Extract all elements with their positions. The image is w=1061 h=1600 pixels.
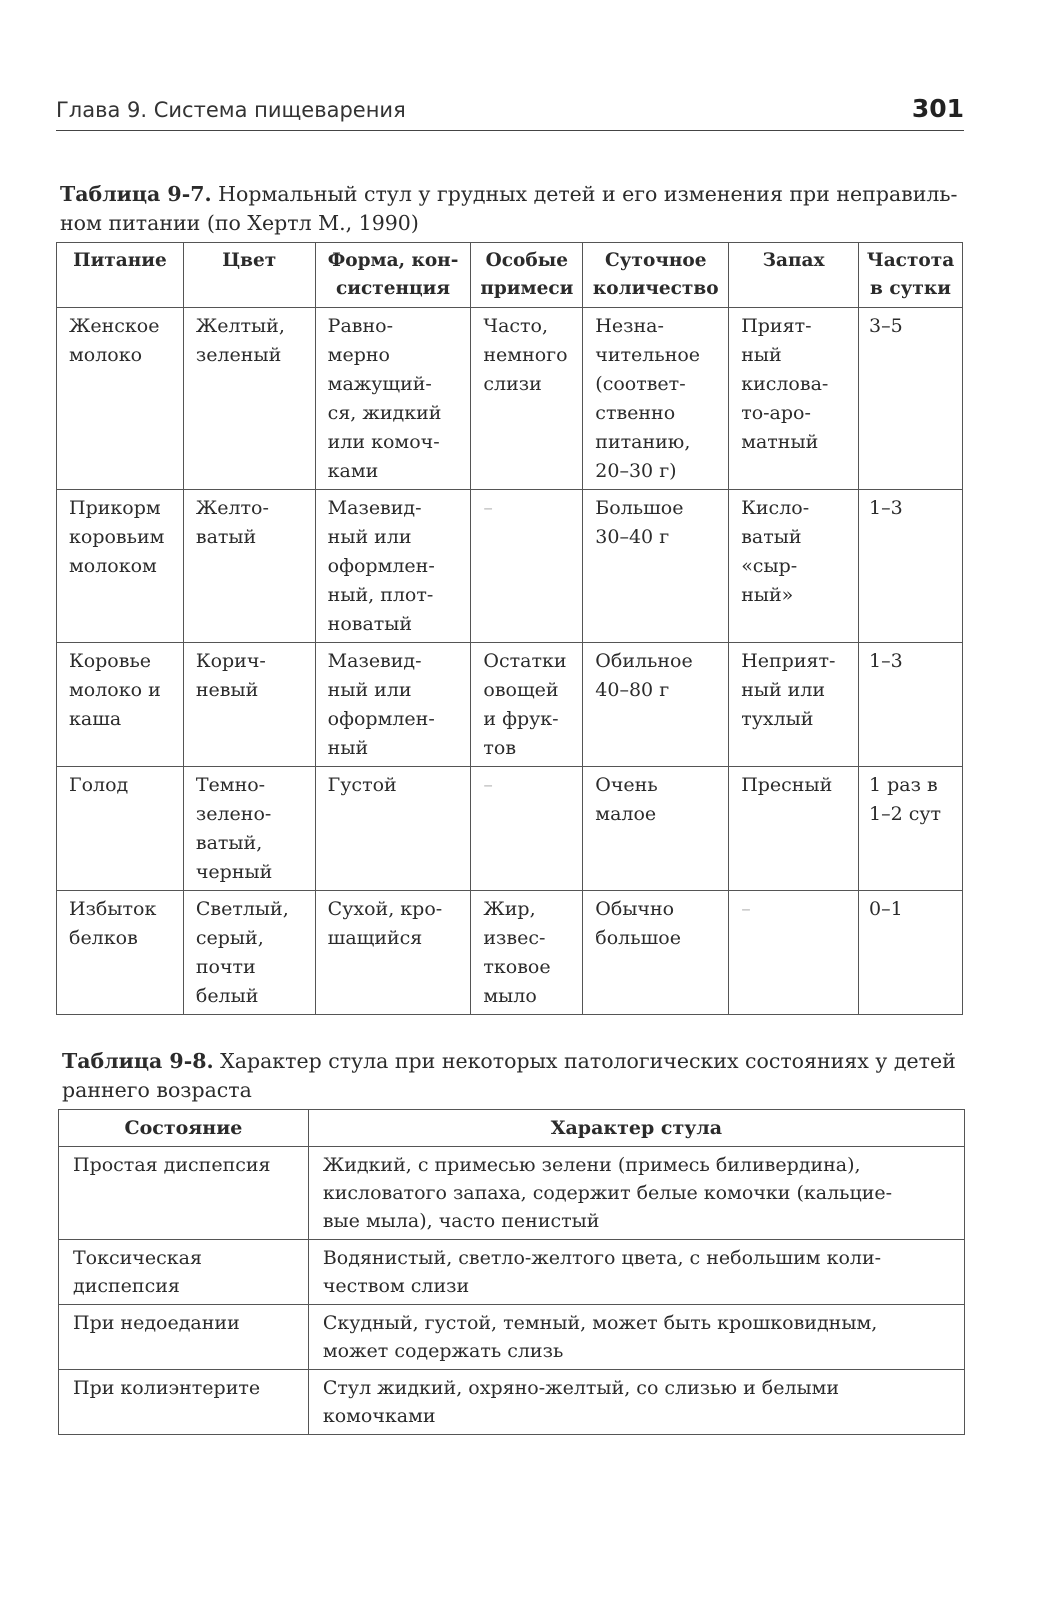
table-row	[57, 891, 963, 1015]
table-cell: Часто, немного слизи	[471, 308, 583, 490]
table1-header-cell: Цвет	[183, 243, 315, 308]
table-row	[59, 1305, 965, 1370]
table2-caption-line2: раннего возраста	[62, 1078, 252, 1102]
table-cell: Коровье молоко и каша	[57, 643, 184, 767]
table-cell: Светлый, серый, почти белый	[183, 891, 315, 1015]
table-cell: Избыток белков	[57, 891, 184, 1015]
table1-caption	[60, 180, 965, 238]
table1-caption-line1: Нормальный стул у грудных детей и его изменения при неправиль-	[211, 182, 958, 206]
table-cell: –	[471, 767, 583, 891]
table-cell: Простая диспепсия	[59, 1147, 309, 1240]
table-row	[59, 1370, 965, 1435]
table-cell: Прикорм коровьим молоком	[57, 490, 184, 643]
table-cell: Корич- невый	[183, 643, 315, 767]
table1-header-cell: Питание	[57, 243, 184, 308]
table-row	[57, 308, 963, 490]
table1-header-cell: Особые примеси	[471, 243, 583, 308]
table-cell: Мазевид- ный или оформлен- ный, плот- новатый	[315, 490, 471, 643]
table2-label: Таблица 9-8.	[62, 1049, 214, 1073]
table-cell: Скудный, густой, темный, может быть крошковидным, может содержать слизь	[308, 1305, 964, 1370]
table-cell: Пресный	[729, 767, 859, 891]
table-cell: Желтый, зеленый	[183, 308, 315, 490]
table-cell: Жир, извес- тковое мыло	[471, 891, 583, 1015]
table-cell: 3–5	[859, 308, 963, 490]
table-cell: Женское молоко	[57, 308, 184, 490]
table-cell: Обычно большое	[583, 891, 729, 1015]
table-cell: Голод	[57, 767, 184, 891]
table-cell: Водянистый, светло-желтого цвета, с небольшим коли- чеством слизи	[308, 1240, 964, 1305]
table2-header-cell: Состояние	[59, 1110, 309, 1147]
table-cell: Неприят- ный или тухлый	[729, 643, 859, 767]
chapter-title: Глава 9. Система пищеварения	[56, 98, 406, 122]
table-row	[59, 1240, 965, 1305]
table1-header-cell: Форма, кон- систенция	[315, 243, 471, 308]
page-number: 301	[911, 94, 964, 123]
table-row	[57, 490, 963, 643]
table-cell: 1 раз в 1–2 сут	[859, 767, 963, 891]
table-cell: Густой	[315, 767, 471, 891]
table2-header-row	[59, 1110, 965, 1147]
table-cell: При колиэнтерите	[59, 1370, 309, 1435]
pathology-stool-table	[58, 1109, 965, 1435]
table-cell: Стул жидкий, охряно-желтый, со слизью и белыми комочками	[308, 1370, 964, 1435]
stool-norms-table	[56, 242, 963, 1015]
table-cell: Желто- ватый	[183, 490, 315, 643]
table-cell: Очень малое	[583, 767, 729, 891]
table-cell: Кисло- ватый «сыр- ный»	[729, 490, 859, 643]
table-cell: Темно- зелено- ватый, черный	[183, 767, 315, 891]
table1-header-cell: Запах	[729, 243, 859, 308]
page-header	[56, 92, 964, 131]
table-cell: 1–3	[859, 490, 963, 643]
table-cell: Сухой, кро- шащийся	[315, 891, 471, 1015]
table-cell: Обильное 40–80 г	[583, 643, 729, 767]
table-row	[57, 643, 963, 767]
table-cell: При недоедании	[59, 1305, 309, 1370]
table1-header-cell: Суточное количество	[583, 243, 729, 308]
table1-header-cell: Частота в сутки	[859, 243, 963, 308]
table-row	[59, 1147, 965, 1240]
table-cell: Прият- ный кислова- то-аро- матный	[729, 308, 859, 490]
table-cell: Незна- чительное (соответ- ственно питанию, 20–30 г)	[583, 308, 729, 490]
table-cell: 0–1	[859, 891, 963, 1015]
table1-label: Таблица 9-7.	[60, 182, 212, 206]
table-cell: Токсическая диспепсия	[59, 1240, 309, 1305]
table-cell: –	[471, 490, 583, 643]
table-row	[57, 767, 963, 891]
table-cell: –	[729, 891, 859, 1015]
table2-header-cell: Характер стула	[308, 1110, 964, 1147]
table-cell: 1–3	[859, 643, 963, 767]
table-cell: Остатки овощей и фрук- тов	[471, 643, 583, 767]
table2-caption	[62, 1047, 967, 1105]
table-cell: Большое 30–40 г	[583, 490, 729, 643]
table1-caption-line2: ном питании (по Хертл М., 1990)	[60, 211, 419, 235]
table-cell: Мазевид- ный или оформлен- ный	[315, 643, 471, 767]
table-cell: Равно- мерно мажущий- ся, жидкий или комоч- ками	[315, 308, 471, 490]
table-cell: Жидкий, с примесью зелени (примесь биливердина), кисловатого запаха, содержит белые комочки (кальцие- вые мыла), часто пенистый	[308, 1147, 964, 1240]
table1-header-row	[57, 243, 963, 308]
table2-caption-line1: Характер стула при некоторых патологических состояниях у детей	[213, 1049, 956, 1073]
